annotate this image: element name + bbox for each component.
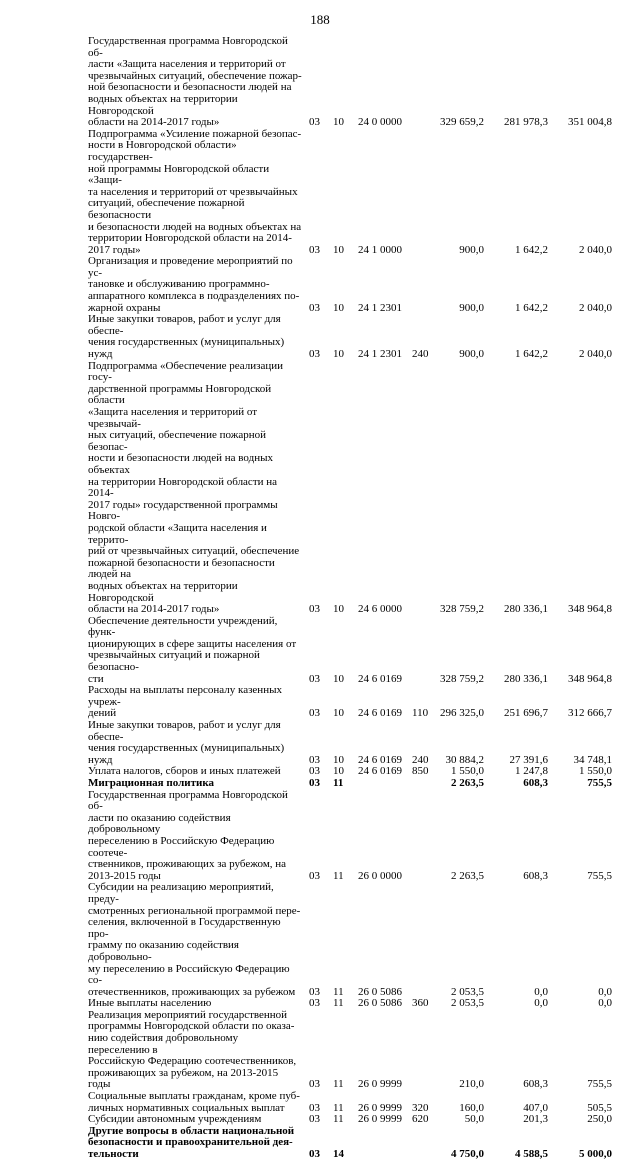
amount-2017: 755,5 — [587, 869, 612, 882]
target-item-code: 26 0 9999 — [358, 1113, 402, 1126]
table-row — [88, 778, 612, 790]
amount-2015: 2 263,5 — [451, 777, 484, 789]
amount-2016: 251 696,7 — [504, 707, 548, 720]
row-name: Социальные выплаты гражданам, кроме пуб- личных нормативных социальных выплат — [88, 1090, 300, 1114]
amount-2016: 407,0 — [523, 1101, 548, 1114]
section-code: 03 — [309, 1101, 320, 1114]
amount-2015: 900,0 — [459, 348, 484, 361]
row-name: Другие вопросы в области национальной безопасности и правоохранительной дея- тельности — [88, 1124, 295, 1160]
section-code: 03 — [309, 1078, 320, 1091]
subsection-code: 11 — [333, 777, 344, 789]
subsection-code: 11 — [333, 985, 344, 998]
row-name: Обеспечение деятельности учреждений, функ- ционирующих в сфере защиты населения от чрезвычайных ситуаций и пожарной безопасно- сти — [88, 614, 297, 685]
row-name: Государственная программа Новгородской об- ласти «Защита населения и территорий от чрезвычайных ситуаций, обеспечение пожар- ной безопасности и безопасности людей на водных объектах на территории Новгородской области на 2014-2017 годы» — [88, 35, 302, 129]
subsection-code: 11 — [333, 1078, 344, 1091]
section-code: 03 — [309, 116, 320, 129]
section-code: 03 — [309, 243, 320, 256]
amount-2017: 312 666,7 — [568, 707, 612, 720]
amount-2017: 755,5 — [587, 777, 612, 789]
expense-type-code: 360 — [412, 997, 429, 1010]
row-name: Реализация мероприятий государственной программы Новгородской области по оказа- нию содействия добровольному переселению в Российскую Федерацию соотечественников, проживающих за рубежом, на 2013-2015 годы — [88, 1008, 297, 1091]
amount-2015: 30 884,2 — [445, 753, 484, 766]
table-row — [88, 616, 612, 686]
section-code: 03 — [309, 869, 320, 882]
table-row — [88, 998, 612, 1010]
expense-type-code: 240 — [412, 753, 429, 766]
subsection-code: 11 — [333, 997, 344, 1010]
amount-2017: 0,0 — [598, 997, 612, 1010]
subsection-code: 10 — [333, 301, 344, 314]
amount-2017: 250,0 — [587, 1113, 612, 1126]
amount-2017: 505,5 — [587, 1101, 612, 1114]
amount-2016: 280 336,1 — [504, 672, 548, 685]
table-row — [88, 1126, 612, 1161]
row-name: Уплата налогов, сборов и иных платежей — [88, 765, 281, 778]
target-item-code: 24 6 0169 — [358, 707, 402, 720]
section-code: 03 — [309, 603, 320, 616]
amount-2016: 280 336,1 — [504, 603, 548, 616]
subsection-code: 11 — [333, 1113, 344, 1126]
target-item-code: 24 1 0000 — [358, 243, 402, 256]
amount-2016: 1 642,2 — [515, 301, 548, 314]
table-row — [88, 720, 612, 766]
row-name: Расходы на выплаты персоналу казенных учреж- дений — [88, 684, 282, 720]
target-item-code: 24 6 0169 — [358, 672, 402, 685]
row-name: Субсидии автономным учреждениям — [88, 1113, 262, 1126]
amount-2016: 4 588,5 — [515, 1148, 548, 1160]
amount-2015: 160,0 — [459, 1101, 484, 1114]
amount-2016: 0,0 — [534, 997, 548, 1010]
row-name: Иные выплаты населению — [88, 997, 212, 1010]
amount-2017: 0,0 — [598, 985, 612, 998]
row-name: Миграционная политика — [88, 777, 215, 789]
amount-2015: 2 053,5 — [451, 985, 484, 998]
amount-2016: 0,0 — [534, 985, 548, 998]
amount-2016: 27 391,6 — [509, 753, 548, 766]
subsection-code: 11 — [333, 869, 344, 882]
subsection-code: 10 — [333, 348, 344, 361]
row-name: Иные закупки товаров, работ и услуг для обеспе- чения государственных (муниципальных) нужд — [88, 313, 285, 361]
section-code: 03 — [309, 348, 320, 361]
amount-2016: 1 642,2 — [515, 348, 548, 361]
target-item-code: 26 0 0000 — [358, 869, 402, 882]
amount-2017: 1 550,0 — [579, 765, 612, 778]
target-item-code: 24 1 2301 — [358, 301, 402, 314]
section-code: 03 — [309, 777, 320, 789]
amount-2015: 328 759,2 — [440, 603, 484, 616]
amount-2017: 348 964,8 — [568, 603, 612, 616]
subsection-code: 14 — [333, 1148, 344, 1160]
table-row — [88, 1091, 612, 1114]
amount-2015: 1 550,0 — [451, 765, 484, 778]
amount-2017: 348 964,8 — [568, 672, 612, 685]
amount-2016: 608,3 — [523, 777, 548, 789]
section-code: 03 — [309, 1113, 320, 1126]
amount-2016: 201,3 — [523, 1113, 548, 1126]
target-item-code: 26 0 9999 — [358, 1101, 402, 1114]
amount-2015: 2 263,5 — [451, 869, 484, 882]
section-code: 03 — [309, 1148, 320, 1160]
subsection-code: 10 — [333, 707, 344, 720]
target-item-code: 26 0 9999 — [358, 1078, 402, 1091]
amount-2015: 900,0 — [459, 301, 484, 314]
table-row — [88, 314, 612, 360]
target-item-code: 24 0 0000 — [358, 116, 402, 129]
amount-2017: 34 748,1 — [573, 753, 612, 766]
row-name: Подпрограмма «Обеспечение реализации госу- дарственной программы Новгородской области «Защита населения и территорий от чрезвычай- ных ситуаций, обеспечение пожарной безопас- ности и безопасности людей на водных объектах на территории Новгородской области на 2014- 2017 годы» государственной программы Новго- родской области «Защита населения и террито- рий от чрезвычайных ситуаций, обеспечение пожарной безопасности и безопасности людей на водных объектах на территории Новгородской области на 2014-2017 годы» — [88, 359, 300, 616]
table-row — [88, 36, 612, 129]
expense-type-code: 620 — [412, 1113, 429, 1126]
amount-2017: 5 000,0 — [579, 1148, 612, 1160]
amount-2015: 329 659,2 — [440, 116, 484, 129]
target-item-code: 24 1 2301 — [358, 348, 402, 361]
expense-type-code: 240 — [412, 348, 429, 361]
amount-2015: 328 759,2 — [440, 672, 484, 685]
subsection-code: 10 — [333, 672, 344, 685]
budget-table — [88, 36, 612, 1161]
section-code: 03 — [309, 707, 320, 720]
row-name: Подпрограмма «Усиление пожарной безопас- ности в Новгородской области» государствен- ной программы Новгородской области «Защи- та населения и территорий от чрезвычайных ситуаций, обеспечение пожарной безопасности и безопасности людей на водных объектах на территории Новгородской области на 2014- 2017 годы» — [88, 127, 302, 256]
table-row — [88, 685, 612, 720]
amount-2017: 2 040,0 — [579, 301, 612, 314]
amount-2017: 755,5 — [587, 1078, 612, 1091]
amount-2015: 50,0 — [464, 1113, 484, 1126]
subsection-code: 10 — [333, 603, 344, 616]
table-row — [88, 1114, 612, 1126]
row-name: Государственная программа Новгородской об- ласти по оказанию содействия добровольному переселению в Российскую Федерацию соотече- ственников, проживающих за рубежом, на 2013-2015 годы — [88, 788, 288, 882]
page-number: 188 — [310, 12, 330, 27]
expense-type-code: 850 — [412, 765, 429, 778]
section-code: 03 — [309, 753, 320, 766]
amount-2016: 1 247,8 — [515, 765, 548, 778]
amount-2016: 608,3 — [523, 869, 548, 882]
row-name: Организация и проведение мероприятий по ус- тановке и обслуживанию программно- аппаратного комплекса в подразделениях по- жарной охраны — [88, 255, 300, 314]
section-code: 03 — [309, 765, 320, 778]
section-code: 03 — [309, 301, 320, 314]
table-row — [88, 790, 612, 883]
table-row — [88, 882, 612, 998]
table-row — [88, 1010, 612, 1091]
amount-2017: 2 040,0 — [579, 243, 612, 256]
section-code: 03 — [309, 672, 320, 685]
target-item-code: 26 0 5086 — [358, 985, 402, 998]
row-name: Иные закупки товаров, работ и услуг для обеспе- чения государственных (муниципальных) нужд — [88, 719, 285, 766]
table-row — [88, 129, 612, 257]
amount-2016: 608,3 — [523, 1078, 548, 1091]
target-item-code: 24 6 0169 — [358, 753, 402, 766]
target-item-code: 24 6 0000 — [358, 603, 402, 616]
amount-2015: 4 750,0 — [451, 1148, 484, 1160]
amount-2015: 2 053,5 — [451, 997, 484, 1010]
amount-2015: 296 325,0 — [440, 707, 484, 720]
subsection-code: 10 — [333, 753, 344, 766]
table-row — [88, 361, 612, 616]
section-code: 03 — [309, 985, 320, 998]
table-row — [88, 256, 612, 314]
target-item-code: 24 6 0169 — [358, 765, 402, 778]
expense-type-code: 320 — [412, 1101, 429, 1114]
subsection-code: 11 — [333, 1101, 344, 1114]
row-name: Субсидии на реализацию мероприятий, преду- смотренных региональной программой пере- селения, включенной в Государственную про- грамму по оказанию содействия добровольно- му переселению в Российскую Федерацию со- отечественников, проживающих за рубежом — [88, 881, 301, 998]
amount-2016: 1 642,2 — [515, 243, 548, 256]
subsection-code: 10 — [333, 243, 344, 256]
section-code: 03 — [309, 997, 320, 1010]
amount-2016: 281 978,3 — [504, 116, 548, 129]
subsection-code: 10 — [333, 765, 344, 778]
subsection-code: 10 — [333, 116, 344, 129]
target-item-code: 26 0 5086 — [358, 997, 402, 1010]
amount-2017: 2 040,0 — [579, 348, 612, 361]
amount-2015: 210,0 — [459, 1078, 484, 1091]
amount-2017: 351 004,8 — [568, 116, 612, 129]
expense-type-code: 110 — [412, 707, 429, 720]
amount-2015: 900,0 — [459, 243, 484, 256]
